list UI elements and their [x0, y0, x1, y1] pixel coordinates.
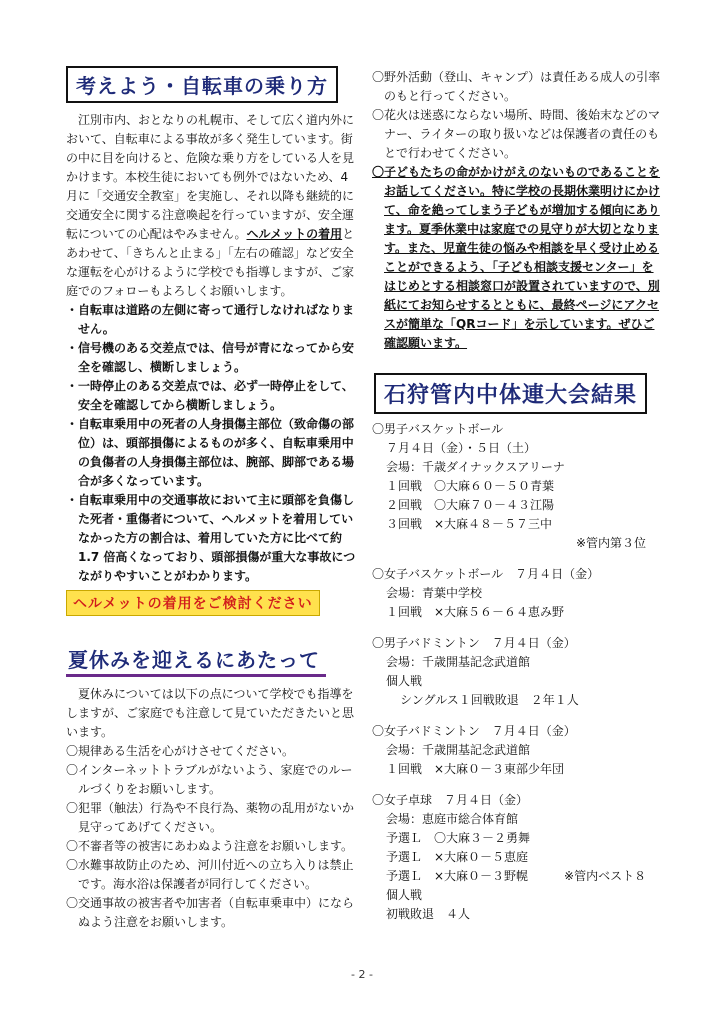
results-list [372, 420, 664, 924]
list-item: ・一時停止のある交差点では、必ず一時停止をして、安全を確認してから横断しましょう。 [66, 379, 354, 412]
list-item: ・自転車は道路の左側に寄って通行しなければなりません。 [66, 303, 355, 336]
list-item: 〇犯罪（触法）行為や不良行為、薬物の乱用がないか見守ってあげてください。 [66, 801, 355, 834]
list-item: 〇不審者等の被害にあわぬよう注意をお願いします。 [66, 839, 354, 853]
event-line: １回戦 〇大麻６０－５０青葉 [386, 479, 555, 493]
list-item: 〇花火は迷惑にならない場所、時間、後始末などのマナー、ライターの取り扱いなどは保護者の責任のもとで行わせてください。 [372, 108, 661, 160]
list-item: 〇規律ある生活を心がけさせてください。 [66, 744, 295, 758]
event-line: 会場：恵庭市総合体育館 [386, 812, 519, 826]
bicycle-intro-before: 江別市内、おとなりの札幌市、そして広く道内外において、自転車による事故が多く発生しています。街の中に目を向けると、危険な乗り方をしている人を見かけます。本校生徒においても例外ではないため、4月に「交通安全教室」を実施し、それ以降も継続的に交通安全に関する注意喚起を行っていますが、安全運転についての心配はやみません。 [66, 113, 355, 241]
bicycle-section [66, 66, 358, 616]
list-item: ・自転車乗用中の交通事故において主に頭部を負傷した死者・重傷者について、ヘルメットを着用していなかった方の割合は、着用していた方に比べて約 1.7 倍高くなっており、頭部損傷が重大な事故につながりやすいことがわかります。 [66, 493, 356, 583]
helmet-emphasis: ヘルメットの着用 [246, 227, 343, 241]
event-line: ２回戦 〇大麻７０－４３江陽 [386, 498, 555, 512]
event-line: 会場：青葉中学校 [386, 586, 483, 600]
life-notice: 〇子どもたちの命がかけがえのないものであることをお話してください。特に学校の長期休業明けにかけて、命を絶ってしまう子どもが増加する傾向にあります。夏季休業中は家庭での見守りが大切となります。また、児童生徒の悩みや相談を早く受け止めることができるよう、「子ども相談支援センター」をはじめとする相談窓口が設置されていますので、別紙にてお知らせするとともに、最終ページにアクセスが簡単な「QRコード」を示しています。ぜひご確認願います。 [372, 165, 661, 350]
result-event [372, 791, 664, 924]
event-line: シングルス１回戦敗退 ２年１人 [400, 693, 579, 707]
page-number: - 2 - [351, 968, 373, 981]
list-item: 〇交通事故の被害者や加害者（自転車乗車中）にならぬよう注意をお願いします。 [66, 896, 355, 929]
bicycle-intro [66, 111, 358, 301]
results-section [372, 373, 664, 924]
event-line: 初戦敗退 ４人 [386, 907, 471, 921]
event-line: ３回戦 ×大麻４８－５７三中 [386, 517, 553, 531]
summer-title: 夏休みを迎えるにあたって [66, 644, 326, 677]
helmet-callout: ヘルメットの着用をご検討ください [66, 590, 320, 616]
summer-items-list [66, 742, 358, 932]
event-heading: 〇女子バドミントン ７月４日（金） [372, 724, 576, 738]
event-line: １回戦 ×大麻５６－６４恵み野 [386, 605, 565, 619]
event-line: 会場：千歳ダイナックスアリーナ [386, 460, 565, 474]
bicycle-title: 考えよう・自転車の乗り方 [66, 66, 338, 103]
result-event [372, 420, 664, 553]
result-event [372, 565, 664, 622]
summer-items-continued [372, 68, 664, 163]
bicycle-rules-list [66, 301, 358, 586]
right-column [372, 68, 664, 924]
event-line: 会場：千歳開基記念武道館 [386, 743, 531, 757]
event-line: 予選Ｌ ×大麻０－５恵庭 [386, 850, 529, 864]
event-heading: 〇女子バスケットボール ７月４日（金） [372, 567, 600, 581]
event-line: 予選Ｌ 〇大麻３－２勇舞 [386, 831, 531, 845]
list-item: ・自転車乗用中の死者の人身損傷主部位（致命傷の部位）は、頭部損傷によるものが多く、自転車乗用中の負傷者の人身損傷主部位は、腕部、脚部である場合が多くなっています。 [66, 417, 355, 488]
result-event [372, 634, 664, 710]
event-line: 会場：千歳開基記念武道館 [386, 655, 531, 669]
left-column [66, 66, 358, 932]
result-event [372, 722, 664, 779]
event-line: １回戦 ×大麻０－３東部少年団 [386, 762, 565, 776]
event-line: 個人戦 [386, 674, 423, 688]
list-item: 〇インターネットトラブルがないよう、家庭でのルールづくりをお願いします。 [66, 763, 353, 796]
results-title: 石狩管内中体連大会結果 [374, 373, 647, 414]
event-heading: 〇男子バスケットボール [372, 422, 504, 436]
summer-intro: 夏休みについては以下の点について学校でも指導をしますが、ご家庭でも注意して見ていただきたいと思います。 [66, 687, 355, 739]
event-line: 予選Ｌ ×大麻０－３野幌 ※管内ベスト８ [386, 869, 647, 883]
summer-section [66, 644, 358, 932]
event-line: 個人戦 [386, 888, 423, 902]
event-line: ※管内第３位 [575, 536, 646, 550]
list-item: 〇野外活動（登山、キャンプ）は責任ある成人の引率のもと行ってください。 [372, 70, 661, 103]
event-line: ７月４日（金）・５日（土） [386, 441, 537, 455]
event-heading: 〇男子バドミントン ７月４日（金） [372, 636, 576, 650]
list-item: 〇水難事故防止のため、河川付近への立ち入りは禁止です。海水浴は保護者が同行してください。 [66, 858, 354, 891]
event-heading: 〇女子卓球 ７月４日（金） [372, 793, 529, 807]
bicycle-intro-after: とあわせて、「きちんと止まる」「左右の確認」など安全な運転を心がけるように学校でも指導しますが、ご家庭でのフォローもよろしくお願いします。 [66, 227, 355, 298]
list-item: ・信号機のある交差点では、信号が青になってから安全を確認し、横断しましょう。 [66, 341, 355, 374]
